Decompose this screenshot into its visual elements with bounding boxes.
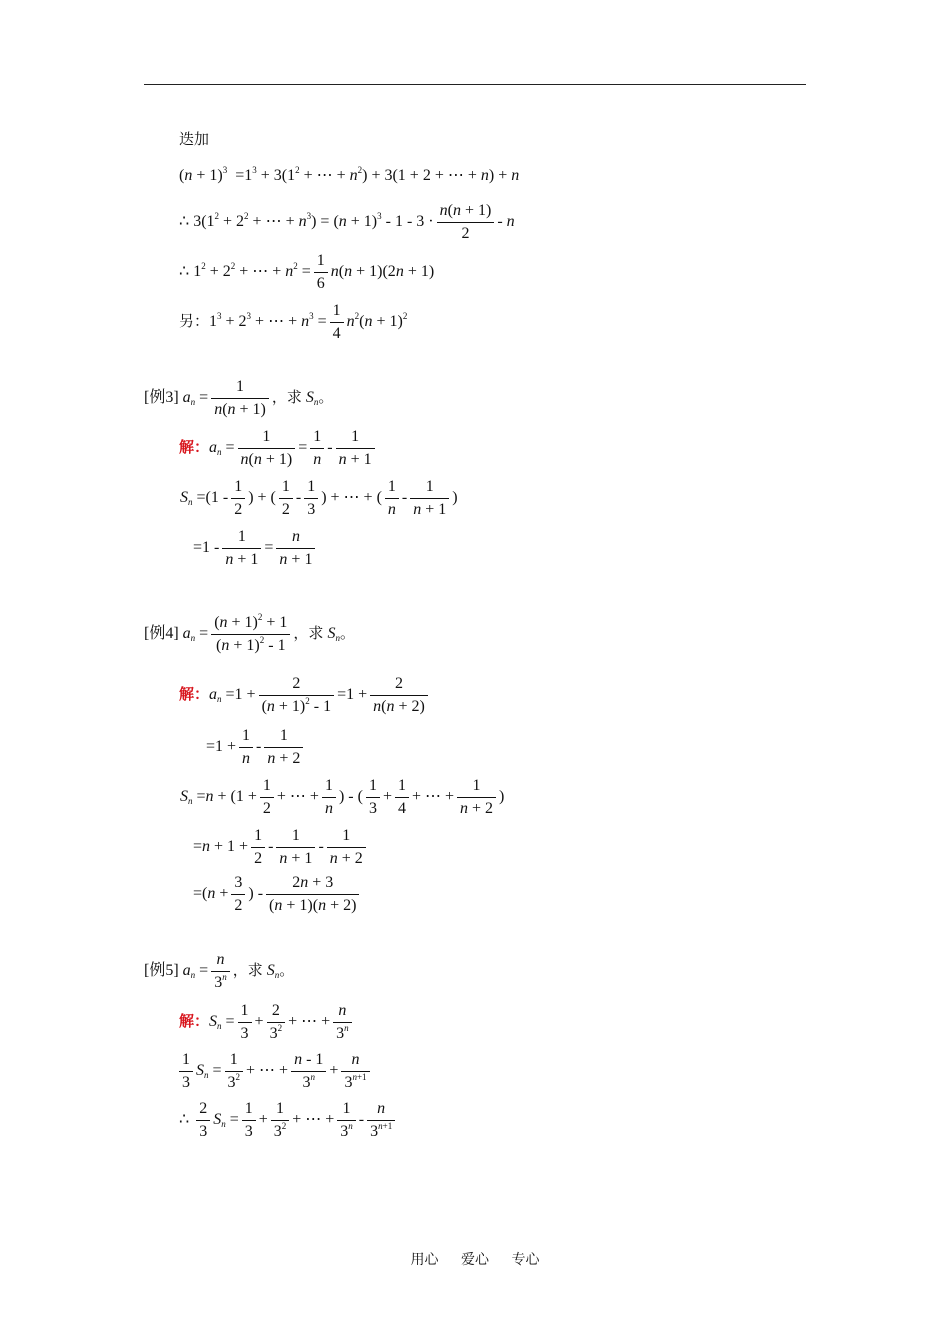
equation-expansion: $(n + 1)^3 =1^3 + 3(1^2$ + ⋯ + $n^2) + 3(1 + 2$ + ⋯ + n) + n bbox=[179, 165, 520, 184]
example-4-solution-step2: =1 + $\frac{1}{n}$ - $\frac{1}{n + 2}$ bbox=[206, 725, 306, 770]
example-4-label: [例4] bbox=[144, 625, 179, 643]
example-5-label: [例5] bbox=[144, 962, 179, 980]
solution-label: 解： bbox=[179, 438, 210, 457]
example-3-solution-step3: =1 - $\frac{1}{n + 1}$ = $\frac{n}{n + 1}$ bbox=[193, 526, 318, 571]
solution-label: 解： bbox=[179, 1012, 210, 1031]
example-4-statement: [例4] $a_n$ = $\frac{(n + 1)^2 + 1}{(n + 1)^2 - 1}$ ，求 $S_n$。 bbox=[144, 612, 355, 657]
therefore-symbol: ∴ bbox=[179, 213, 190, 231]
section-label: 迭加 bbox=[179, 130, 210, 148]
example-4-solution-step3: $S_n =n + (1$ + $\frac{1}{2}$ + ⋯ + $\frac{1}{n}$ ) - ( $\frac{1}{3}$ + $\frac{1}{4}$ + ⋯ + $\frac{1}{n + 2}$ ) bbox=[180, 775, 504, 820]
example-5-solution-step1: 解：$S_n$ = $\frac{1}{3}$ + $\frac{2}{3^2}$ + ⋯ + $\frac{n}{3^n}$ bbox=[179, 1000, 355, 1045]
header-rule bbox=[144, 84, 806, 85]
therefore-symbol: ∴ bbox=[179, 1111, 190, 1129]
example-3-solution-step1: 解：$a_n$ = $\frac{1}{n(n + 1)}$ = $\frac{1}{n}$ - $\frac{1}{n + 1}$ bbox=[179, 426, 378, 471]
example-4-solution-step4: =n + 1 + $\frac{1}{2}$ - $\frac{1}{n + 1}$ - $\frac{1}{n + 2}$ bbox=[193, 825, 369, 870]
solution-label: 解： bbox=[179, 685, 210, 704]
example-5-statement: [例5] $a_n$ = $\frac{n}{3^n}$ ，求 $S_n$。 bbox=[144, 949, 294, 994]
example-4-solution-step1: 解：$a_n =1$ + $\frac{2}{(n + 1)^2 - 1}$ =1 + $\frac{2}{n(n + 2)}$ bbox=[179, 673, 431, 718]
equation-sum-cubes-step: ∴ $3(1^2 + 2^2$ + ⋯ + $n^3) = (n + 1)^3 - 1 - 3$ · $\frac{n(n + 1)}{2}$ - n bbox=[179, 200, 515, 245]
equation-sum-cubes: 另：$1^3 + 2^3$ + ⋯ + $n^3$ = $\frac{1}{4}$ $n^2(n + 1)^2$ bbox=[179, 300, 407, 345]
example-3-label: [例3] bbox=[144, 389, 179, 407]
example-5-solution-step3: ∴ $\frac{2}{3}$ $S_n$ = $\frac{1}{3}$ + $\frac{1}{3^2}$ + ⋯ + $\frac{1}{3^n}$ - $\frac{n}{3^{n+1}}$ bbox=[179, 1098, 398, 1143]
page-footer: 用心 爱心 专心 bbox=[410, 1252, 540, 1268]
example-4-solution-step5: =(n + $\frac{3}{2}$ ) - $\frac{2n + 3}{(n + 1)(n + 2)}$ bbox=[193, 872, 362, 917]
example-3-statement: [例3] $a_n$ = $\frac{1}{n(n + 1)}$ ，求 $S_n$。 bbox=[144, 376, 333, 421]
therefore-symbol: ∴ bbox=[179, 263, 190, 281]
another-label: 另： bbox=[179, 312, 210, 331]
example-3-solution-step2: $S_n =(1$ - $\frac{1}{2}$ ) + ( $\frac{1}{2}$ - $\frac{1}{3}$ ) + ⋯ + ( $\frac{1}{n}$ - $\frac{1}{n + 1}$ ) bbox=[180, 476, 458, 521]
example-5-solution-step2: $\frac{1}{3}$ $S_n$ = $\frac{1}{3^2}$ + ⋯ + $\frac{n - 1}{3^n}$ + $\frac{n}{3^{n+1}}$ bbox=[176, 1049, 373, 1094]
equation-sum-squares: ∴ $1^2 + 2^2$ + ⋯ + $n^2$ = $\frac{1}{6}$ n(n + 1)(2n + 1) bbox=[179, 250, 434, 295]
